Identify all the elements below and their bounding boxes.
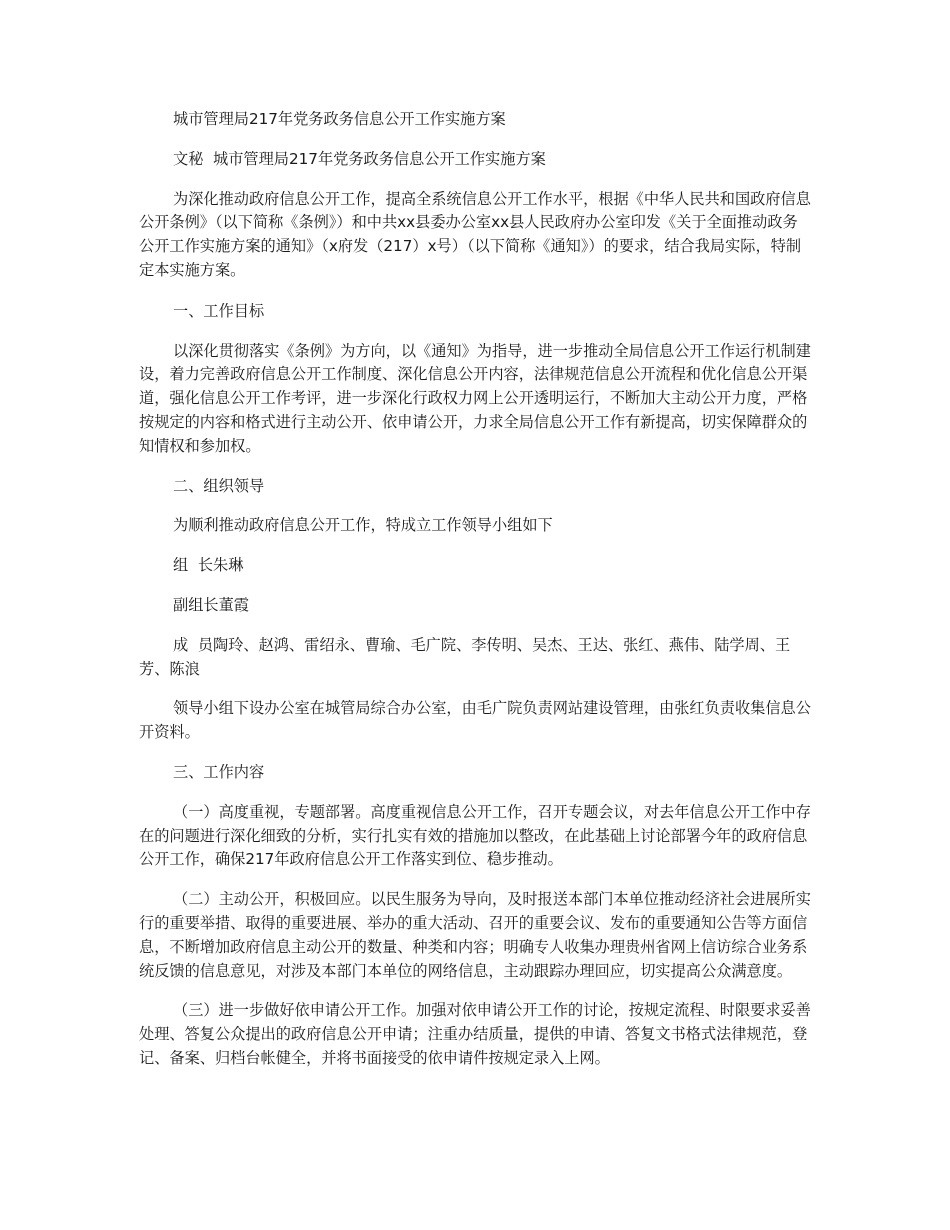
group-members: 成 员陶玲、赵鸿、雷绍永、曹瑜、毛广院、李传明、吴杰、王达、张红、燕伟、陆学周、王芳、陈浪 (139, 635, 791, 678)
group-leader: 组 长朱琳 (173, 556, 244, 575)
section-heading-content: 三、工作内容 (173, 762, 265, 781)
deputy-group-leader: 副组长董霞 (173, 595, 249, 614)
intro-paragraph: 为深化推动政府信息公开工作，提高全系统信息公开工作水平，根据《中华人民共和国政府信息公开条例》（以下简称《条例》）和中共xx县委办公室xx县人民政府办公室印发《关于全面推动政务公开工作实施方案的通知》（x府发（217）x号）（以下简称《通知》）的要求，结合我局实际，特制定本实施方案。 (139, 189, 811, 279)
document-title: 城市管理局217年党务政务信息公开工作实施方案 (173, 110, 506, 128)
document-page (139, 108, 811, 1071)
office-note: 领导小组下设办公室在城管局综合办公室，由毛广院负责网站建设管理，由张红负责收集信息公开资料。 (139, 699, 811, 742)
section-heading-leadership: 二、组织领导 (173, 476, 265, 495)
document-subtitle: 文秘 城市管理局217年党务政务信息公开工作实施方案 (173, 149, 546, 168)
section-heading-goals: 一、工作目标 (173, 301, 265, 320)
leadership-intro: 为顺利推动政府信息公开工作，特成立工作领导小组如下 (173, 516, 553, 535)
content-item-2: （二）主动公开，积极回应。以民生服务为导向，及时报送本部门本单位推动经济社会进展所实行的重要举措、取得的重要进展、举办的重大活动、召开的重要会议、发布的重要通知公告等方面信息，不断增加政府信息主动公开的数量、种类和内容；明确专人收集办理贵州省网上信访综合业务系统反馈的信息意见，对涉及本部门本单位的网络信息，主动跟踪办理回应，切实提高公众满意度。 (139, 890, 811, 980)
content-item-1: （一）高度重视，专题部署。高度重视信息公开工作，召开专题会议，对去年信息公开工作中存在的问题进行深化细致的分析，实行扎实有效的措施加以整改，在此基础上讨论部署今年的政府信息公开工作，确保217年政府信息公开工作落实到位、稳步推动。 (139, 802, 811, 869)
content-item-3: （三）进一步做好依申请公开工作。加强对依申请公开工作的讨论，按规定流程、时限要求妥善处理、答复公众提出的政府信息公开申请；注重办结质量，提供的申请、答复文书格式法律规范，登记、备案、归档台帐健全，并将书面接受的依申请件按规定录入上网。 (139, 1001, 811, 1067)
goals-paragraph: 以深化贯彻落实《条例》为方向，以《通知》为指导，进一步推动全局信息公开工作运行机制建设，着力完善政府信息公开工作制度、深化信息公开内容，法律规范信息公开流程和优化信息公开渠道，强化信息公开工作考评，进一步深化行政权力网上公开透明运行，不断加大主动公开力度，严格按规定的内容和格式进行主动公开、依申请公开，力求全局信息公开工作有新提高，切实保障群众的知情权和参加权。 (139, 341, 811, 455)
